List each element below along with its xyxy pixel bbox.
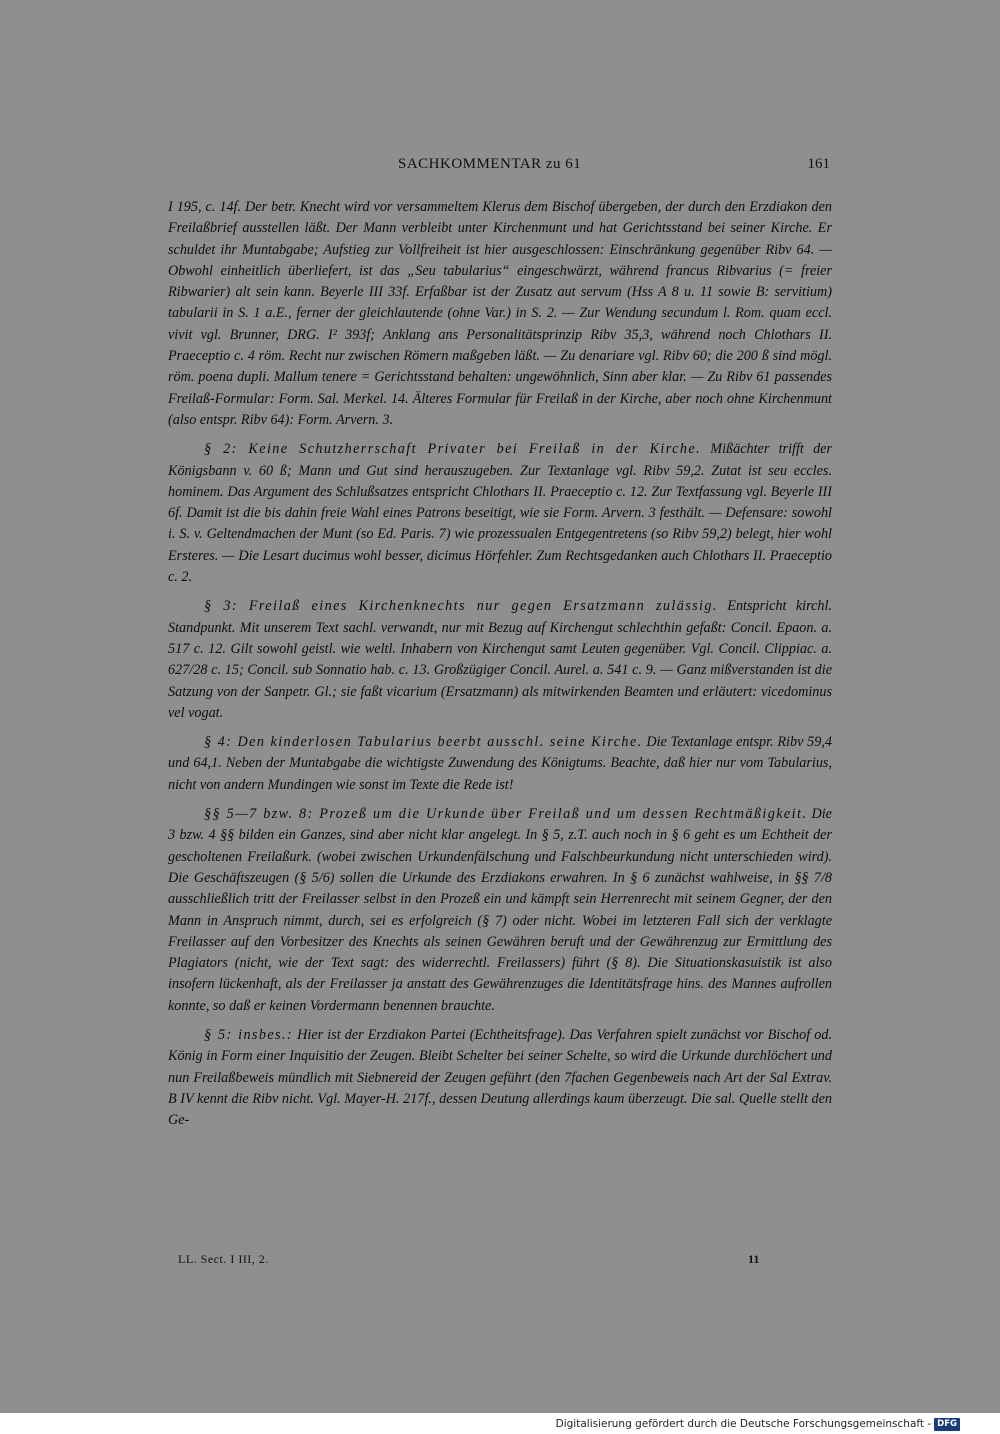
- funding-notice: [556, 1417, 960, 1431]
- paragraph-section-5-detail: [168, 1025, 832, 1131]
- paragraph-section-2: [168, 439, 832, 588]
- page-number: 161: [807, 156, 830, 172]
- section-heading: § 2: Keine Schutzherrschaft Privater bei Freilaß in der Kirche.: [204, 441, 702, 458]
- funding-text: Digitalisierung gefördert durch die Deutsche Forschungsgemeinschaft -: [555, 1418, 932, 1430]
- section-heading: § 4: Den kinderlosen Tabularius beerbt ausschl. seine Kirche.: [204, 734, 643, 751]
- paragraph-text: Mißächter trifft der Königsbann v. 60 ß; Mann und Gut sind herauszugeben. Zur Textanlage vgl. Ribv 59,2. Zutat ist seu eccles. hominem. Das Argument des Schlußsatzes entspricht Chlothars II. Praeceptio c. 12. Zur Textfassung vgl. Beyerle III 6f. Damit ist die bis dahin freie Wahl eines Patrons beseitigt, wie sie Form. Arvern. 3 festhält. — Defensare: sowohl i. S. v. Geltendmachen der Munt (so Ed. Paris. 7) wie prozessualen Entgegentretens (so Ribv 59,2) belegt, hier wohl Ersteres. — Die Lesart ducimus wohl besser, dicimus Hörfehler. Zum Rechtsgedanken auch Chlothars II. Praeceptio c. 2.: [168, 441, 832, 586]
- paragraph-text: Entspricht kirchl. Standpunkt. Mit unserem Text sachl. verwandt, nur mit Bezug auf Kirchengut schlechthin gefaßt: Concil. Epaon. a. 517 c. 12. Gilt sowohl geistl. wie weltl. Inhabern von Kirchengut samt Leuten gegenüber. Vgl. Concil. Clippiac. a. 627/28 c. 15; Concil. sub Sonnatio hab. c. 13. Großzügiger Concil. Aurel. a. 541 c. 9. — Ganz mißverstanden ist die Satzung von der Sanpetr. Gl.; sie faßt vicarium (Ersatzmann) als mitwirkenden Beamten und erläutert: vicedominus vel vogat.: [168, 598, 832, 721]
- paragraph-text: Die 3 bzw. 4 §§ bilden ein Ganzes, sind aber nicht klar angelegt. In § 5, z.T. auch noch in § 6 geht es um Echtheit der gescholtenen Freilaßurk. (wobei zwischen Urkundenfälschung und Falschbeurkundung nicht unterschieden wird). Die Geschäftszeugen (§ 5/6) sollen die Urkunde des Erzdiakons erwahren. In § 6 zunächst wahlweise, in §§ 7/8 ausschließlich tritt der Freilasser selbst in den Prozeß ein und kämpft sein Herrenrecht mit seinem Gegner, der den Mann in Anspruch nimmt, durch, sei es erfolgreich (§ 7) oder nicht. Wobei im letzteren Fall sich der verklagte Freilasser auf den Vorbesitzer des Knechts als seinen Gewähren beruft und der Gewährenzug zur Ermittlung des Plagiators (nicht, wie der Text sagt: des widerrechtl. Freilassers) führt (§ 8). Die Situationskasuistik ist also insofern lückenhaft, als der Freilasser ja anstatt des Gewährenzuges die Identitätsfrage hins. des Mannes aufrollen konnte, so daß er keinen Vordermann benennen brauchte.: [168, 806, 832, 1014]
- paragraph-text: I 195, c. 14f. Der betr. Knecht wird vor versammeltem Klerus dem Bischof übergeben, der durch den Erzdiakon den Freilaßbrief ausstellen läßt. Der Mann verbleibt unter Kirchenmunt und hat Gerichtsstand bei seiner Kirche. Er schuldet ihr Muntabgabe; Aufstieg zur Vollfreiheit ist hier ausgeschlossen: Einschränkung gegenüber Ribv 64. — Obwohl einheitlich überliefert, ist das „Seu tabularius“ eingeschwärzt, während francus Ribvarius (= freier Ribwarier) alt sein kann. Beyerle III 33f. Erfaßbar ist der Zusatz aut servum (Hss A 8 u. 11 sowie B: servitium) tabularii in S. 1 a.E., ferner der gleichlautende (ohne Var.) in S. 2. — Zur Wendung secundum l. Rom. quam eccl. vivit vgl. Brunner, DRG. I² 393f; Anklang ans Personalitätsprinzip Ribv 35,3, während noch Chlothars II. Praeceptio c. 4 röm. Recht nur zwischen Römern maßgeben läßt. — Zu denariare vgl. Ribv 60; die 200 ß sind mögl. röm. poena dupli. Mallum tenere = Gerichtsstand behalten: ungewöhnlich, Sinn aber klar. — Zu Ribv 61 passendes Freilaß-Formular: Form. Sal. Merkel. 14. Älteres Formular für Freilaß in der Kirche, aber noch ohne Kirchenmunt (also entspr. Ribv 64): Form. Arvern. 3.: [168, 199, 832, 428]
- paragraph-intro: [168, 197, 832, 431]
- paragraph-section-4: [168, 732, 832, 796]
- paragraph-text: Hier ist der Erzdiakon Partei (Echtheitsfrage). Das Verfahren spielt zunächst vor Bischof od. König in Form einer Inquisitio der Zeugen. Bleibt Schelter bei seiner Schelte, so wird die Urkunde durchlöchert und nun Freilaßbeweis mündlich mit Siebnereid der Zeugen geführt (den 7fachen Gegenbeweis nach Art der Sal Extrav. B IV kennt die Ribv nicht. Vgl. Mayer-H. 217f., dessen Deutung allerdings kaum überzeugt. Die sal. Quelle stellt den Ge-: [168, 1026, 832, 1129]
- commentary-body: [168, 197, 832, 1139]
- paragraph-section-5-8: [168, 804, 832, 1017]
- running-title: SACHKOMMENTAR zu 61: [398, 156, 582, 172]
- page-footer: [178, 1252, 778, 1270]
- sheet-number: 11: [748, 1252, 760, 1266]
- page-header: [168, 156, 830, 178]
- paragraph-text: Die Textanlage entspr. Ribv 59,4 und 64,1. Neben der Muntabgabe die wichtigste Zuwendung des Königtums. Beachte, daß hier nur vom Tabularius, nicht von andern Mundingen wie sonst im Texte die Rede ist!: [168, 734, 832, 793]
- section-heading: § 5: insbes.:: [204, 1026, 294, 1043]
- sheet-signature: LL. Sect. I III, 2.: [178, 1252, 269, 1266]
- paragraph-section-3: [168, 596, 832, 724]
- dfg-logo-icon: DFG: [934, 1418, 960, 1431]
- section-heading: §§ 5—7 bzw. 8: Prozeß um die Urkunde über Freilaß und um dessen Rechtmäßigkeit.: [204, 806, 808, 823]
- section-heading: § 3: Freilaß eines Kirchenknechts nur gegen Ersatzmann zulässig.: [204, 598, 718, 615]
